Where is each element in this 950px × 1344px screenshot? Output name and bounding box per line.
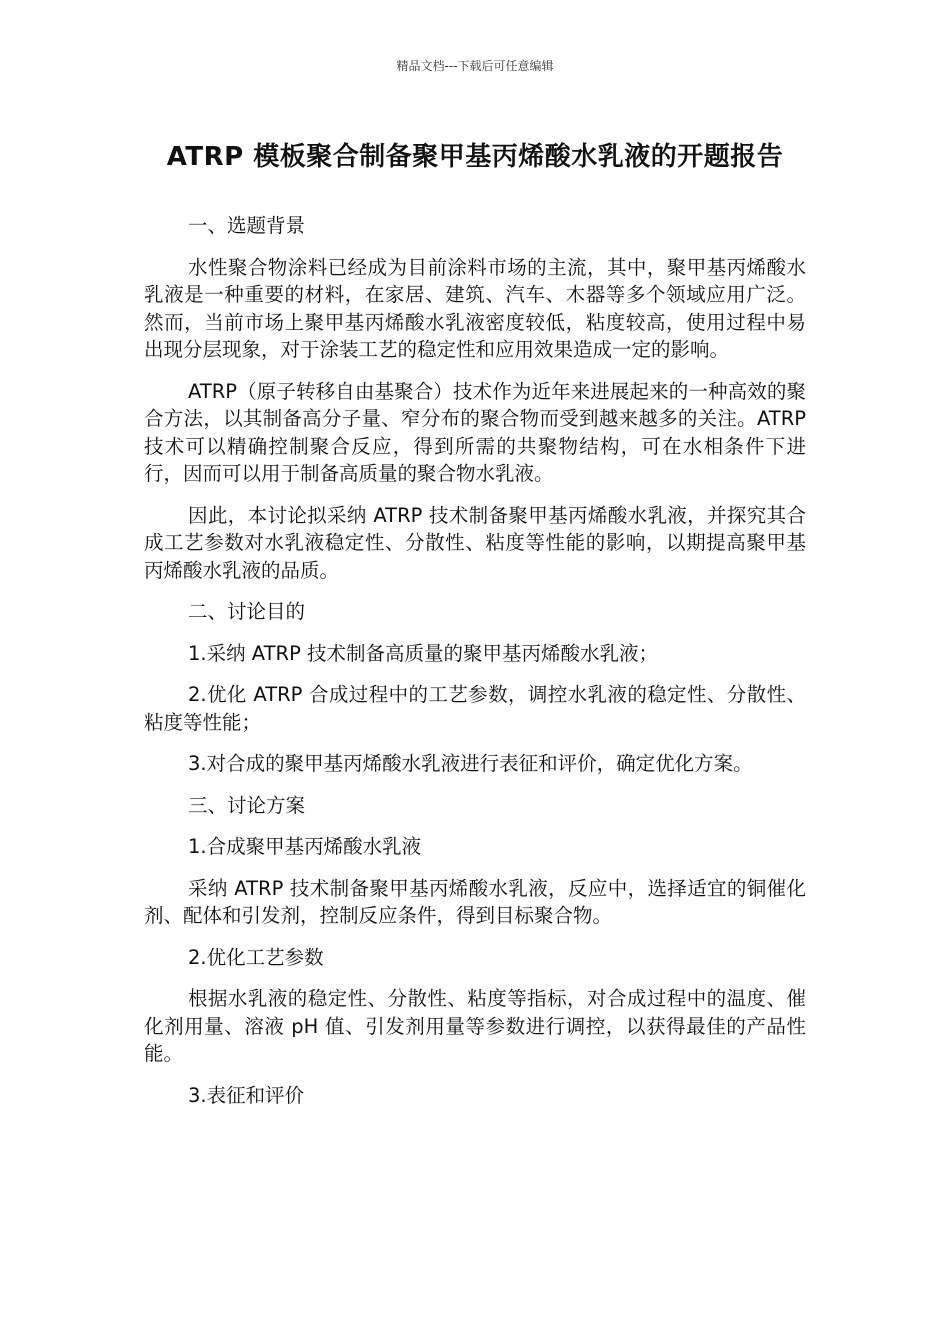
section-heading-purpose: 二、讨论目的: [188, 600, 306, 623]
document-title: ATRP 模板聚合制备聚甲基丙烯酸水乳液的开题报告: [166, 142, 784, 172]
paragraph-background-1: 水性聚合物涂料已经成为目前涂料市场的主流，其中，聚甲基丙烯酸水乳液是一种重要的材料，在家居、建筑、汽车、木器等多个领域应用广泛。然而，当前市场上聚甲基丙烯酸水乳液密度较低，粘度较高，使用过程中易出现分层现象，对于涂装工艺的稳定性和应用效果造成一定的影响。: [144, 255, 806, 361]
purpose-item-3: 3.对合成的聚甲基丙烯酸水乳液进行表征和评价，确定优化方案。: [188, 752, 753, 775]
plan-subheading-1: 1.合成聚甲基丙烯酸水乳液: [188, 835, 422, 858]
plan-subheading-2: 2.优化工艺参数: [188, 945, 324, 969]
paragraph-background-3: 因此，本讨论拟采纳 ATRP 技术制备聚甲基丙烯酸水乳液，并探究其合成工艺参数对水乳液稳定性、分散性、粘度等性能的影响，以期提高聚甲基丙烯酸水乳液的品质。: [144, 503, 806, 582]
plan-subheading-3: 3.表征和评价: [188, 1083, 305, 1107]
plan-paragraph-1: 采纳 ATRP 技术制备聚甲基丙烯酸水乳液，反应中，选择适宜的铜催化剂、配体和引发剂，控制反应条件，得到目标聚合物。: [144, 876, 806, 927]
plan-paragraph-2: 根据水乳液的稳定性、分散性、粘度等指标，对合成过程中的温度、催化剂用量、溶液 pH 值、引发剂用量等参数进行调控，以获得最佳的产品性能。: [144, 987, 806, 1065]
document-body: [144, 212, 806, 1123]
purpose-item-2: 2.优化 ATRP 合成过程中的工艺参数，调控水乳液的稳定性、分散性、粘度等性能；: [144, 683, 806, 734]
header-note: 精品文档---下载后可任意编辑: [396, 59, 554, 73]
section-heading-background: 一、选题背景: [188, 214, 306, 237]
paragraph-background-2: ATRP（原子转移自由基聚合）技术作为近年来进展起来的一种高效的聚合方法，以其制备高分子量、窄分布的聚合物而受到越来越多的关注。ATRP 技术可以精确控制聚合反应，得到所需的共聚物结构，可在水相条件下进行，因而可以用于制备高质量的聚合物水乳液。: [144, 379, 806, 485]
purpose-item-1: 1.采纳 ATRP 技术制备高质量的聚甲基丙烯酸水乳液；: [188, 641, 659, 665]
section-heading-plan: 三、讨论方案: [188, 793, 306, 817]
